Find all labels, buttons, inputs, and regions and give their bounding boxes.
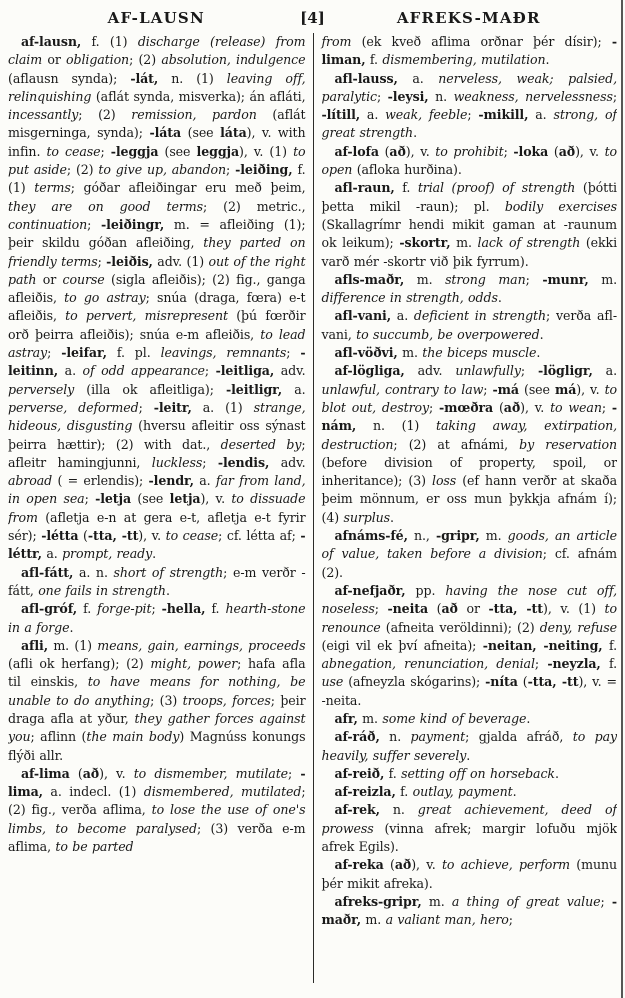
header-left-keyword: AF-LAUSN [107, 9, 205, 27]
dictionary-entry: af-ráð, n. payment; gjalda afráð, to pay heavily, suffer severely. [321, 729, 617, 763]
text-columns [0, 31, 625, 983]
dictionary-entry: afl-vani, a. deficient in strength; verða afl-vani, to succumb, be overpowered. [321, 308, 617, 342]
dictionary-entry: afreks-gripr, m. a thing of great value; -maðr, m. a valiant man, hero; [321, 893, 617, 928]
dictionary-entry: af-reka (að), v. to achieve, perform (munu þér mikit afreka). [321, 857, 617, 891]
dictionary-entry: afr, m. some kind of beverage. [334, 710, 531, 726]
dictionary-entry: af-lögliga, adv. unlawfully; -lögligr, a. unlawful, contrary to law; -má (see má), v. to blot out, destroy; -mœðra (að), v. to wean; -nám, n. (1) taking away, extirpation, destruction; (2) at afnámi, by reservation (before division of property, spoil, or inheritance); (3) loss (ef hann verðr at skaða þeim mönnum, er oss mun þykkja afnám í); (4) surplus. [321, 363, 617, 525]
dictionary-entry: af-rek, n. great achievement, deed of prowess (vinna afrek; margir lofuðu mjök afrek Egils). [321, 802, 617, 855]
column-right [313, 33, 618, 983]
dictionary-entry: afls-maðr, m. strong man; -munr, m. difference in strength, odds. [321, 271, 617, 306]
dictionary-entry: afl-gróf, f. forge-pit; -hella, f. hearth-stone in a forge. [8, 601, 306, 635]
dictionary-entry: afl-vöðvi, m. the biceps muscle. [334, 345, 541, 361]
dictionary-entry: af-lofa (að), v. to prohibit; -loka (að), v. to open (afloka hurðina). [321, 143, 617, 178]
dictionary-entry: afl-fátt, a. n. short of strength; e-m verðr -fátt, one fails in strength. [8, 564, 306, 598]
dictionary-entry: af-nefjaðr, pp. having the nose cut off, noseless; -neita (að or -tta, -tt), v. (1) to renounce (afneita veröldinni); (2) deny, refuse (eigi vil ek því afneita); -neitan, -neiting, f. abnegation, renunciation, denial; -neyzla, f. use (afneyzla skógarins); -níta (-tta, -tt), v. = -neita. [321, 582, 617, 708]
running-head [0, 0, 625, 31]
page-edge-scan-line [621, 0, 623, 998]
dictionary-entry: af-lausn, f. (1) discharge (release) from claim or obligation; (2) absolution, indulgence (aflausn synda); -lát, n. (1) leaving off, relinquishing (aflát synda, misverka); án afláti, incessantly; (2) remission, pardon (aflát misgerninga, synda); -láta (see láta), v. with infin. to cease; -leggja (see leggja), v. (1) to put aside; (2) to give up, abandon; -leiðing, f. (1) terms; góðar afleiðingar eru með þeim, they are on good terms; (2) metric., continuation; -leiðingr, m. = afleiðing (1); þeir skildu góðan afleiðing, they parted on friendly terms; -leiðis, adv. (1) out of the right path or course (sigla afleiðis); (2) fig., ganga afleiðis, to go astray; snúa (draga, fœra) e-t afleiðis, to pervert, misrepresent (þú fœrðir orð þeirra afleiðis); snúa e-m afleiðis, to lead astray; -leifar, f. pl. leavings, remnants; -leitinn, a. of odd appearance; -leitliga, adv. perversely (illa ok afleitliga); -leitligr, a. perverse, deformed; -leitr, a. (1) strange, hideous, disgusting (hversu afleitir oss sýnast þeirra hættir); (2) with dat., deserted by; afleitr hamingjunni, luckless; -lendis, adv. abroad ( = erlendis); -lendr, a. far from land, in open sea; -letja (see letja), v. to dissuade from (afletja e-n at gera e-t, afletja e-t fyrir sér); -létta (-tta, -tt), v. to cease; cf. létta af; -léttr, a. prompt, ready. [8, 34, 306, 562]
column-left [8, 33, 313, 983]
dictionary-entry: afl-lauss, a. nerveless, weak; palsied, paralytic; -leysi, n. weakness, nervelessness; -lítill, a. weak, feeble; -mikill, a. strong, of great strength. [321, 70, 617, 141]
dictionary-entry: afnáms-fé, n., -gripr, m. goods, an article of value, taken before a division; cf. afnám (2). [321, 528, 617, 580]
dictionary-entry: afl-raun, f. trial (proof) of strength (þótti þetta mikil -raun); pl. bodily exercises (Skallagrímr hendi mikit gaman at -raunum ok leikum); -skortr, m. lack of strength (ekki varð mér -skortr við þik fyrrum). [321, 180, 617, 269]
dictionary-entry: af-reizla, f. outlay, payment. [334, 784, 517, 800]
header-right-keyword: AFREKS-MAÐR [396, 9, 541, 27]
page-number: [4] [300, 9, 325, 27]
dictionary-entry: from (ek kveð aflima orðnar þér dísir); -liman, f. dismembering, mutilation. [321, 34, 617, 68]
dictionary-entry: afli, m. (1) means, gain, earnings, proceeds (afli ok herfang); (2) might, power; hafa afla til einskis, to have means for nothing, be unable to do anything; (3) troops, forces; þeir draga afla at yður, they gather forces against you; aflinn (the main body) Magnúss konungs flýði allr. [8, 637, 306, 763]
dictionary-entry: af-lima (að), v. to dismember, mutilate; -lima, a. indecl. (1) dismembered, mutilated; (2) fig., verða aflima, to lose the use of one's limbs, to become paralysed; (3) verða e-m aflima, to be parted [8, 765, 306, 855]
dictionary-entry: af-reið, f. setting off on horseback. [334, 765, 559, 781]
